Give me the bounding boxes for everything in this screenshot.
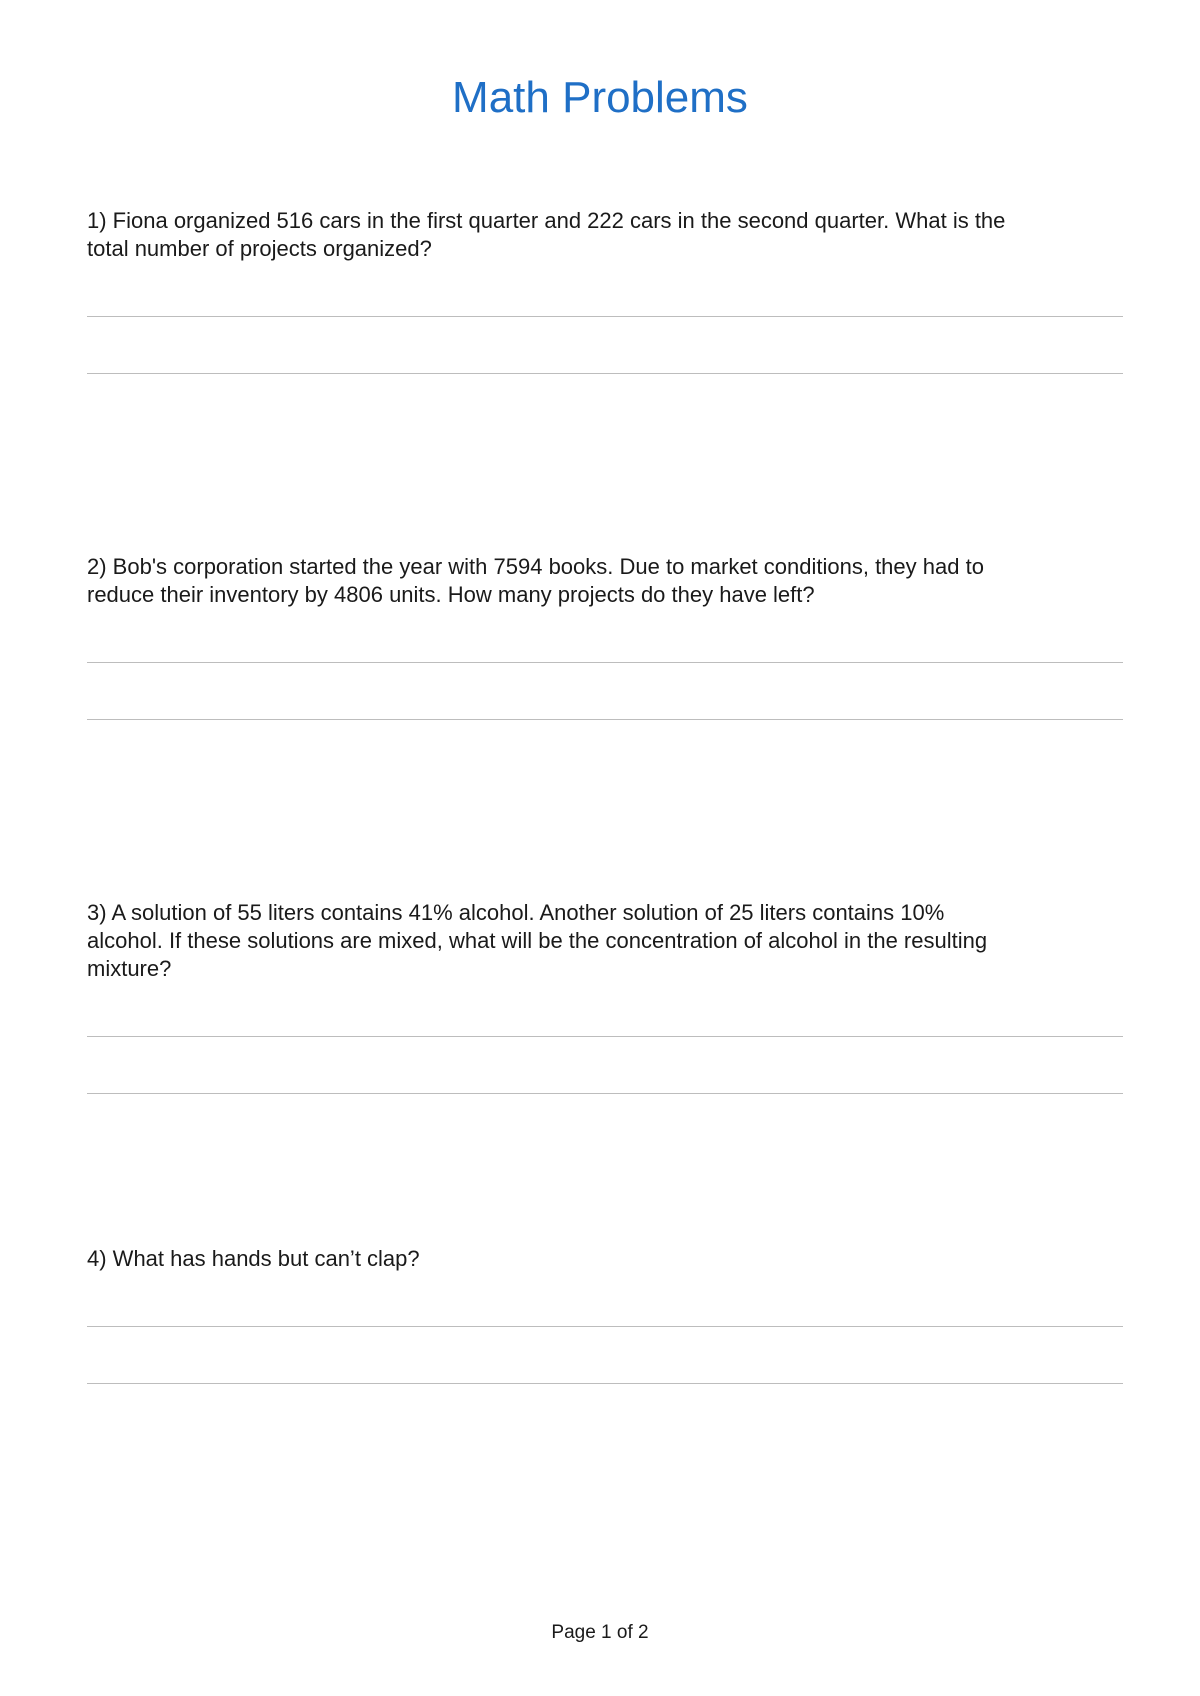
problem-text: 1) Fiona organized 516 cars in the first quarter and 222 cars in the second quarter. What is the total number of projects organized? — [87, 208, 1006, 261]
page-number: Page 1 of 2 — [551, 1622, 649, 1643]
problem-3 — [87, 899, 1123, 983]
answer-line — [87, 316, 1123, 317]
answer-line — [87, 1093, 1123, 1094]
answer-line — [87, 719, 1123, 720]
problem-text: 2) Bob's corporation started the year with 7594 books. Due to market conditions, they had to reduce their inventory by 4806 units. How many projects do they have left? — [87, 554, 984, 607]
problem-2 — [87, 553, 1123, 609]
answer-line — [87, 662, 1123, 663]
answer-line — [87, 1036, 1123, 1037]
answer-line — [87, 373, 1123, 374]
page-title: Math Problems — [452, 73, 748, 122]
answer-line — [87, 1383, 1123, 1384]
answer-line — [87, 1326, 1123, 1327]
problem-1 — [87, 207, 1123, 263]
problem-text: 4) What has hands but can’t clap? — [87, 1246, 420, 1271]
problem-4 — [87, 1245, 1123, 1273]
problem-text: 3) A solution of 55 liters contains 41% alcohol. Another solution of 25 liters contains 10% alcohol. If these solutions are mixed, what will be the concentration of alcohol in the resulting mixture? — [87, 900, 988, 981]
